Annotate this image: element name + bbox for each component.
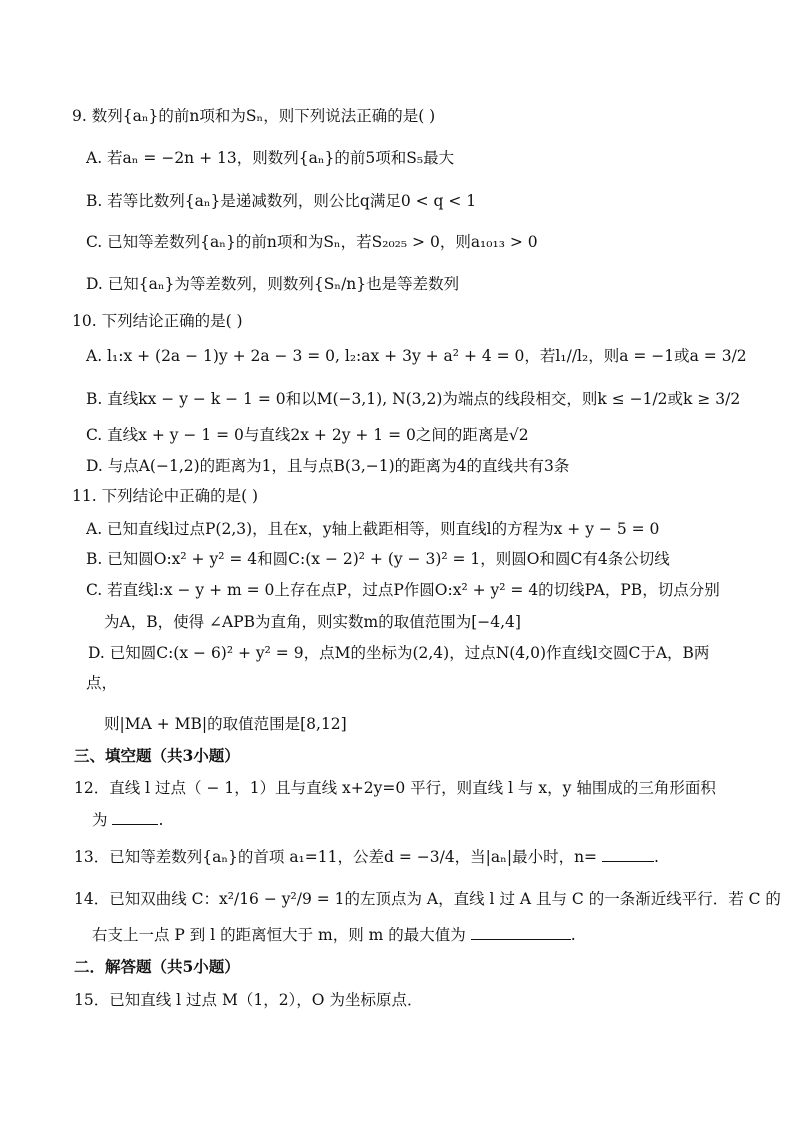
q11-option-c-line2: 为A，B，使得 ∠APB为直角，则实数m的取值范围为[−4,4] <box>104 613 521 631</box>
section-title-fill-in: 三、填空题（共3小题） <box>74 746 240 765</box>
q14-line2-end: . <box>570 926 576 944</box>
q13-line <box>74 847 659 867</box>
q12-line1: 12．直线 l 过点（ − 1，1）且与直线 x+2y=0 平行，则直线 l 与 x，y 轴围成的三角形面积 <box>74 779 716 797</box>
q14-line2-text: 右支上一点 P 到 l 的距离恒大于 m，则 m 的最大值为 <box>92 926 466 944</box>
q9-option-d: D. 已知{aₙ}为等差数列，则数列{Sₙ/n}也是等差数列 <box>86 275 460 293</box>
q9-stem: 9. 数列{aₙ}的前n项和为Sₙ，则下列说法正确的是( ) <box>72 107 436 125</box>
q14-line2 <box>92 925 576 945</box>
q11-option-b: B. 已知圆O:x² + y² = 4和圆C:(x − 2)² + (y − 3)² = 1，则圆O和圆C有4条公切线 <box>86 550 670 568</box>
q12-answer-blank <box>112 810 158 825</box>
q10-stem: 10. 下列结论正确的是( ) <box>72 312 243 330</box>
q15-text: 15．已知直线 l 过点 M（1，2），O 为坐标原点． <box>74 991 423 1009</box>
section-title-solutions: 二．解答题（共5小题） <box>74 957 240 976</box>
q13-text: 13．已知等差数列{aₙ}的首项 a₁=11，公差d = −3/4，当|aₙ|最小时，n= <box>74 848 598 866</box>
q10-option-d: D. 与点A(−1,2)的距离为1，且与点B(3,−1)的距离为4的直线共有3条 <box>86 457 570 475</box>
q11-option-d-line1: D. 已知圆C:(x − 6)² + y² = 9，点M的坐标为(2,4)，过点N(4,0)作直线l交圆C于A，B两 <box>88 644 710 662</box>
q13-answer-blank <box>602 847 654 862</box>
q10-option-b: B. 直线kx − y − k − 1 = 0和以M(−3,1), N(3,2)为端点的线段相交，则k ≤ −1/2或k ≥ 3/2 <box>86 390 741 408</box>
q12-line2-text: 为 <box>92 811 108 829</box>
q13-end: . <box>653 848 659 866</box>
q14-answer-blank <box>471 925 571 940</box>
q10-option-a: A. l₁:x + (2a − 1)y + 2a − 3 = 0, l₂:ax + 3y + a² + 4 = 0，若l₁//l₂，则a = −1或a = 3/2 <box>86 347 747 365</box>
q9-option-c: C. 已知等差数列{aₙ}的前n项和为Sₙ，若S₂₀₂₅ > 0，则a₁₀₁₃ > 0 <box>86 233 538 251</box>
q11-option-a: A. 已知直线l过点P(2,3)，且在x，y轴上截距相等，则直线l的方程为x + y − 5 = 0 <box>86 520 660 538</box>
q9-option-b: B. 若等比数列{aₙ}是递减数列，则公比q满足0 < q < 1 <box>86 192 477 210</box>
q9-option-a: A. 若aₙ = −2n + 13，则数列{aₙ}的前5项和S₅最大 <box>86 149 455 167</box>
q11-option-c-line1: C. 若直线l:x − y + m = 0上存在点P，过点P作圆O:x² + y² = 4的切线PA，PB，切点分别 <box>86 581 720 599</box>
q12-line2-end: . <box>158 811 164 829</box>
q11-stem: 11. 下列结论中正确的是( ) <box>72 487 259 505</box>
q10-option-c: C. 直线x + y − 1 = 0与直线2x + 2y + 1 = 0之间的距离是√2 <box>86 426 529 444</box>
q14-line1: 14．已知双曲线 C：x²/16 − y²/9 = 1的左顶点为 A，直线 l 过 A 且与 C 的一条渐近线平行．若 C 的 <box>74 890 781 908</box>
q11-option-d-line2: 点， <box>86 674 118 692</box>
q11-option-d-line3: 则|MA + MB|的取值范围是[8,12] <box>104 715 347 733</box>
q12-line2 <box>92 810 163 830</box>
